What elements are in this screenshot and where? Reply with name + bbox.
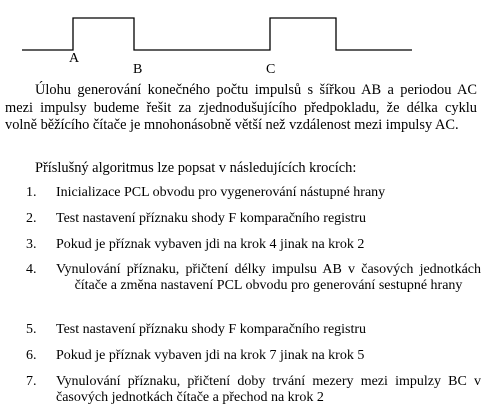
step-text: Inicializace PCL obvodu pro vygenerování nástupné hrany <box>56 185 386 200</box>
step-3 <box>26 237 481 253</box>
pulse-waveform-line <box>22 18 412 50</box>
step-number: 3. <box>26 237 37 252</box>
step-2 <box>26 211 481 227</box>
step-number: 5. <box>26 322 37 337</box>
step-text: Test nastavení příznaku shody F komparačního registru <box>56 211 367 226</box>
step-number: 2. <box>26 211 37 226</box>
step-4 <box>26 262 481 294</box>
step-number: 1. <box>26 185 37 200</box>
intro-text: Úlohu generování konečného počtu impulsů s šířkou AB a periodou AC mezi impulsy budeme řešit za zjednodušujícího předpokladu, že délka cyklu volně běžícího čítače je mnohonásobně větší než vzdálenost mezi impulsy AC. <box>5 82 477 133</box>
step-text: Vynulování příznaku, přičtení doby trvání mezery mezi impulzy BC v časových jednotkách čítače a přechod na krok 2 <box>56 374 481 405</box>
algorithm-intro <box>5 160 477 178</box>
label-b: B <box>133 62 143 77</box>
label-c: C <box>266 62 276 77</box>
algorithm-intro-text: Příslušný algoritmus lze popsat v následujících krocích: <box>35 160 357 176</box>
step-text: Test nastavení příznaku shody F komparačního registru <box>56 322 367 337</box>
step-1 <box>26 185 481 201</box>
step-5 <box>26 322 481 338</box>
intro-paragraph <box>5 82 477 135</box>
step-number: 7. <box>26 374 37 389</box>
label-a: A <box>69 51 80 66</box>
step-6 <box>26 348 481 364</box>
step-text: Vynulování příznaku, přičtení délky impulsu AB v časových jednotkách čítače a změna nastavení PCL obvodu pro generování sestupné hrany <box>56 262 481 293</box>
step-7 <box>26 374 481 406</box>
step-number: 4. <box>26 262 37 277</box>
step-number: 6. <box>26 348 37 363</box>
step-text: Pokud je příznak vybaven jdi na krok 7 jinak na krok 5 <box>56 348 365 363</box>
step-text: Pokud je příznak vybaven jdi na krok 4 jinak na krok 2 <box>56 237 365 252</box>
pulse-waveform-diagram <box>0 0 493 80</box>
